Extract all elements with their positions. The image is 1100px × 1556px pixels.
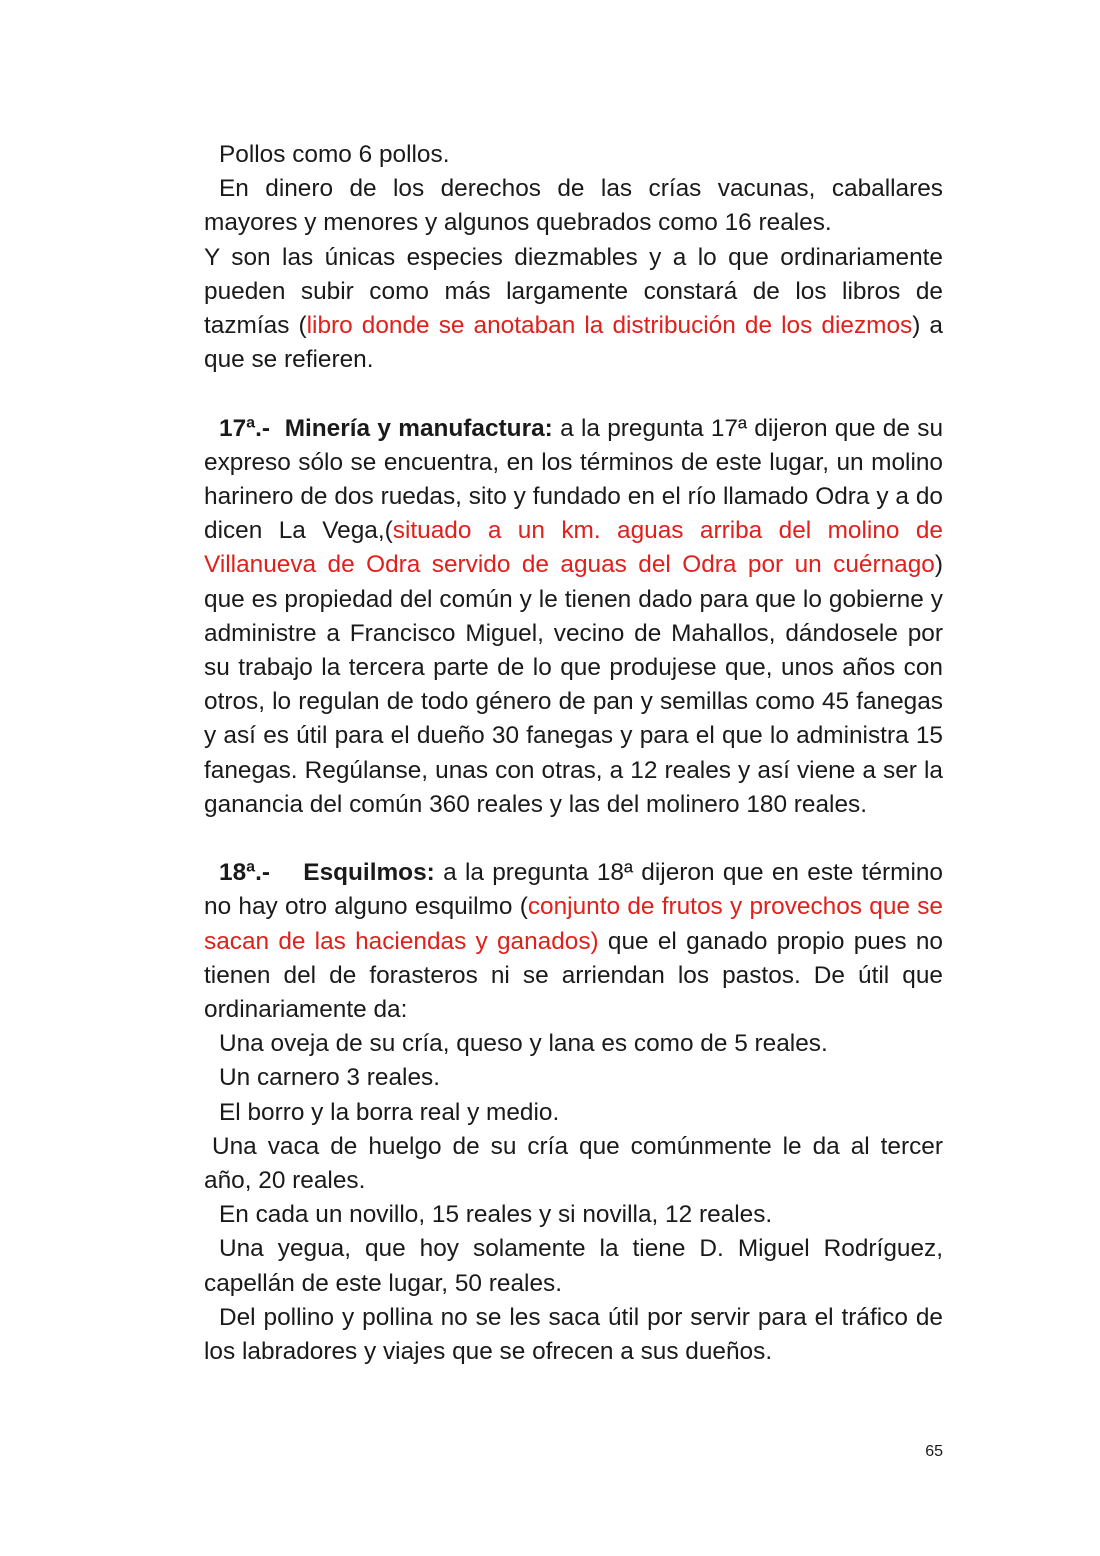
list-item-vaca: Una vaca de huelgo de su cría que comúnmente le da al tercer año, 20 reales. <box>204 1132 943 1195</box>
section-17-title: Minería y manufactura: <box>284 414 553 442</box>
section-18-note: conjunto de frutos y provechos que se sacan de las haciendas y ganados) <box>204 893 943 955</box>
paragraph-dinero: En dinero de los derechos de las crías vacunas, caballares mayores y menores y algunos quebrados como 16 reales. <box>204 175 943 237</box>
section-17-number: 17ª.- <box>219 414 271 442</box>
list-item-borro: El borro y la borra real y medio. <box>219 1098 560 1126</box>
paragraph-gap <box>204 822 943 856</box>
list-item-pollino: Del pollino y pollina no se les saca útil por servir para el tráfico de los labradores y viajes que se ofrecen a sus dueños. <box>204 1303 943 1366</box>
section-17 <box>204 412 943 822</box>
section-18 <box>204 856 943 1027</box>
paragraph-especies <box>204 241 943 378</box>
section-18-text-a: a la pregunta 18ª dijeron que en este término no hay otro alguno esquilmo ( <box>204 859 943 921</box>
paragraph-gap <box>204 377 943 411</box>
section-17-note: situado a un km. aguas arriba del molino de Villanueva de Odra servido de aguas del Odra por un cuérnago <box>204 517 943 579</box>
section-18-text-b: que el ganado propio pues no tienen del de forasteros ni se arriendan los pastos. De útil que ordinariamente da: <box>204 927 943 1024</box>
list-item-yegua: Una yegua, que hoy solamente la tiene D. Miguel Rodríguez, capellán de este lugar, 50 reales. <box>204 1235 943 1297</box>
document-body <box>204 138 943 1369</box>
list-item-carnero: Un carnero 3 reales. <box>219 1064 440 1092</box>
especies-note: libro donde se anotaban la distribución de los diezmos <box>306 312 913 340</box>
section-18-title: Esquilmos: <box>303 859 435 887</box>
section-17-text-b: ) que es propiedad del común y le tienen dado para que lo gobierne y administre a Francisco Miguel, vecino de Mahallos, dándosele por su trabajo la tercera parte de lo que produjese que, unos años con otros, lo regulan de todo género de pan y semillas como 45 fanegas y así es útil para el dueño 30 fanegas y para el que lo administra 15 fanegas. Regúlanse, unas con otras, a 12 reales y así viene a ser la ganancia del común 360 reales y las del molinero 180 reales. <box>204 551 943 818</box>
paragraph-pollos: Pollos como 6 pollos. <box>219 141 450 168</box>
especies-text-a: Y son las únicas especies diezmables y a lo que ordinariamente pueden subir como más largamente constará de los libros de tazmías ( <box>204 243 943 340</box>
list-item-novillo: En cada un novillo, 15 reales y si novilla, 12 reales. <box>219 1201 773 1229</box>
especies-text-b: ) a que se refieren. <box>204 312 943 374</box>
section-17-text-a: a la pregunta 17ª dijeron que de su expreso sólo se encuentra, en los términos de este lugar, un molino harinero de dos ruedas, sito y fundado en el río llamado Odra y a do dicen La Vega,( <box>204 414 944 545</box>
section-18-number: 18ª.- <box>219 859 271 887</box>
list-item-oveja: Una oveja de su cría, queso y lana es como de 5 reales. <box>219 1030 828 1058</box>
page-number: 65 <box>925 1443 943 1460</box>
